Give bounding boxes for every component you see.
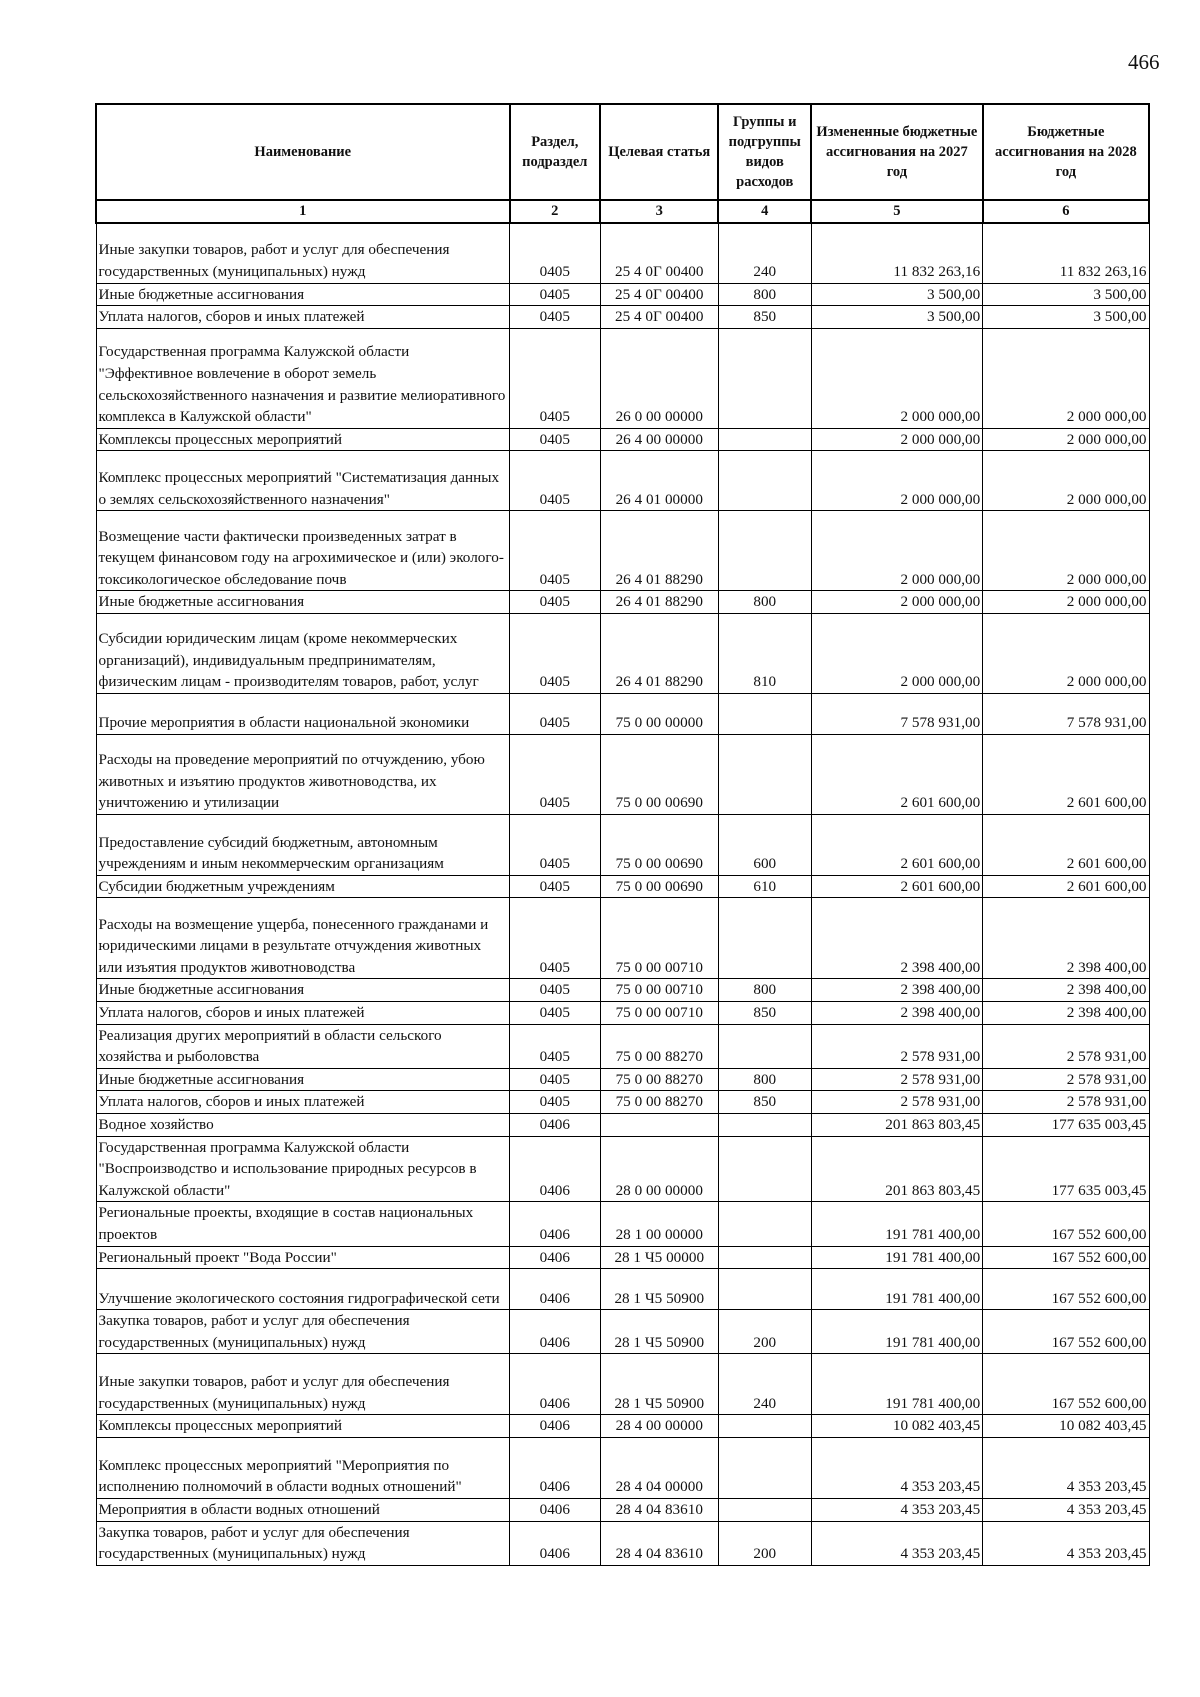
row-value-2028: 2 000 000,00 bbox=[983, 591, 1149, 614]
row-article: 25 4 0Г 00400 bbox=[600, 223, 718, 283]
row-article: 26 4 01 88290 bbox=[600, 591, 718, 614]
row-group bbox=[718, 1437, 811, 1498]
row-article: 75 0 00 00690 bbox=[600, 875, 718, 898]
row-value-2028: 177 635 003,45 bbox=[983, 1136, 1149, 1202]
table-row bbox=[96, 1437, 1149, 1498]
row-article: 25 4 0Г 00400 bbox=[600, 306, 718, 329]
row-group bbox=[718, 1114, 811, 1137]
row-group bbox=[718, 1024, 811, 1068]
row-value-2027: 4 353 203,45 bbox=[811, 1521, 983, 1565]
table-row bbox=[96, 613, 1149, 693]
header-name: Наименование bbox=[96, 104, 510, 200]
row-article: 28 1 Ч5 00000 bbox=[600, 1246, 718, 1269]
row-article: 28 1 Ч5 50900 bbox=[600, 1310, 718, 1354]
row-name: Прочие мероприятия в области национальной экономики bbox=[96, 693, 510, 734]
row-name: Комплекс процессных мероприятий "Мероприятия по исполнению полномочий в области водных отношений" bbox=[96, 1437, 510, 1498]
table-row bbox=[96, 591, 1149, 614]
row-value-2027: 191 781 400,00 bbox=[811, 1269, 983, 1310]
row-article: 26 4 00 00000 bbox=[600, 428, 718, 451]
row-group bbox=[718, 734, 811, 814]
row-value-2028: 2 398 400,00 bbox=[983, 1002, 1149, 1025]
header-group: Группы и подгруппы видов расходов bbox=[718, 104, 811, 200]
row-article: 26 4 01 00000 bbox=[600, 451, 718, 511]
header-section: Раздел, подраздел bbox=[510, 104, 601, 200]
column-number: 3 bbox=[600, 200, 718, 223]
row-group bbox=[718, 898, 811, 979]
row-article: 26 4 01 88290 bbox=[600, 511, 718, 591]
row-value-2027: 2 601 600,00 bbox=[811, 875, 983, 898]
row-name: Уплата налогов, сборов и иных платежей bbox=[96, 1091, 510, 1114]
row-value-2028: 177 635 003,45 bbox=[983, 1114, 1149, 1137]
row-name: Улучшение экологического состояния гидрографической сети bbox=[96, 1269, 510, 1310]
row-name: Закупка товаров, работ и услуг для обеспечения государственных (муниципальных) нужд bbox=[96, 1310, 510, 1354]
row-section: 0406 bbox=[510, 1437, 601, 1498]
row-section: 0405 bbox=[510, 283, 601, 306]
row-article: 28 1 Ч5 50900 bbox=[600, 1354, 718, 1415]
row-group: 610 bbox=[718, 875, 811, 898]
row-name: Возмещение части фактически произведенных затрат в текущем финансовом году на агрохимическое и (или) эколого-токсикологическое обследование почв bbox=[96, 511, 510, 591]
row-value-2028: 3 500,00 bbox=[983, 283, 1149, 306]
row-group: 800 bbox=[718, 1068, 811, 1091]
row-section: 0405 bbox=[510, 223, 601, 283]
row-section: 0406 bbox=[510, 1521, 601, 1565]
row-name: Расходы на проведение мероприятий по отчуждению, убою животных и изъятию продуктов животноводства, их уничтожению и утилизации bbox=[96, 734, 510, 814]
row-value-2027: 191 781 400,00 bbox=[811, 1202, 983, 1246]
header-2028: Бюджетные ассигнования на 2028 год bbox=[983, 104, 1149, 200]
row-name: Уплата налогов, сборов и иных платежей bbox=[96, 306, 510, 329]
row-group bbox=[718, 328, 811, 428]
row-value-2027: 2 578 931,00 bbox=[811, 1068, 983, 1091]
row-section: 0405 bbox=[510, 1068, 601, 1091]
row-group bbox=[718, 451, 811, 511]
row-name: Предоставление субсидий бюджетным, автономным учреждениям и иным некоммерческим организациям bbox=[96, 814, 510, 875]
row-section: 0405 bbox=[510, 734, 601, 814]
table-row bbox=[96, 734, 1149, 814]
row-value-2028: 11 832 263,16 bbox=[983, 223, 1149, 283]
row-group bbox=[718, 693, 811, 734]
row-value-2028: 2 398 400,00 bbox=[983, 898, 1149, 979]
row-name: Комплекс процессных мероприятий "Систематизация данных о землях сельскохозяйственного назначения" bbox=[96, 451, 510, 511]
row-value-2028: 7 578 931,00 bbox=[983, 693, 1149, 734]
row-section: 0406 bbox=[510, 1202, 601, 1246]
row-value-2028: 2 578 931,00 bbox=[983, 1091, 1149, 1114]
row-article: 75 0 00 88270 bbox=[600, 1068, 718, 1091]
row-value-2028: 167 552 600,00 bbox=[983, 1246, 1149, 1269]
row-article: 28 1 Ч5 50900 bbox=[600, 1269, 718, 1310]
row-article bbox=[600, 1114, 718, 1137]
row-section: 0406 bbox=[510, 1310, 601, 1354]
row-name: Комплексы процессных мероприятий bbox=[96, 428, 510, 451]
row-group bbox=[718, 428, 811, 451]
table-row bbox=[96, 1202, 1149, 1246]
row-value-2028: 2 601 600,00 bbox=[983, 814, 1149, 875]
row-article: 26 4 01 88290 bbox=[600, 613, 718, 693]
row-article: 28 4 04 83610 bbox=[600, 1498, 718, 1521]
row-value-2028: 2 000 000,00 bbox=[983, 428, 1149, 451]
column-number: 4 bbox=[718, 200, 811, 223]
column-number: 2 bbox=[510, 200, 601, 223]
row-section: 0405 bbox=[510, 451, 601, 511]
row-group bbox=[718, 1415, 811, 1438]
row-name: Государственная программа Калужской области "Воспроизводство и использование природных ресурсов в Калужской области" bbox=[96, 1136, 510, 1202]
row-value-2027: 3 500,00 bbox=[811, 283, 983, 306]
row-article: 28 1 00 00000 bbox=[600, 1202, 718, 1246]
row-value-2027: 191 781 400,00 bbox=[811, 1246, 983, 1269]
row-value-2028: 2 578 931,00 bbox=[983, 1068, 1149, 1091]
table-row bbox=[96, 511, 1149, 591]
row-value-2027: 2 000 000,00 bbox=[811, 591, 983, 614]
row-section: 0405 bbox=[510, 693, 601, 734]
row-section: 0405 bbox=[510, 428, 601, 451]
header-2027: Измененные бюджетные ассигнования на 2027 год bbox=[811, 104, 983, 200]
row-article: 26 0 00 00000 bbox=[600, 328, 718, 428]
row-article: 75 0 00 00710 bbox=[600, 979, 718, 1002]
row-name: Мероприятия в области водных отношений bbox=[96, 1498, 510, 1521]
row-group: 800 bbox=[718, 979, 811, 1002]
column-number: 5 bbox=[811, 200, 983, 223]
row-group: 240 bbox=[718, 223, 811, 283]
row-value-2027: 2 601 600,00 bbox=[811, 734, 983, 814]
table-row bbox=[96, 1246, 1149, 1269]
table-row bbox=[96, 1415, 1149, 1438]
table-row bbox=[96, 451, 1149, 511]
row-group: 200 bbox=[718, 1310, 811, 1354]
row-section: 0406 bbox=[510, 1415, 601, 1438]
row-group: 850 bbox=[718, 1091, 811, 1114]
table-row bbox=[96, 1136, 1149, 1202]
row-article: 28 4 04 00000 bbox=[600, 1437, 718, 1498]
row-value-2027: 11 832 263,16 bbox=[811, 223, 983, 283]
row-section: 0406 bbox=[510, 1498, 601, 1521]
row-value-2027: 201 863 803,45 bbox=[811, 1136, 983, 1202]
row-section: 0405 bbox=[510, 328, 601, 428]
table-row bbox=[96, 1354, 1149, 1415]
table-row bbox=[96, 1310, 1149, 1354]
row-group: 800 bbox=[718, 283, 811, 306]
table-row bbox=[96, 328, 1149, 428]
page-number: 466 bbox=[1128, 50, 1160, 74]
row-value-2027: 2 000 000,00 bbox=[811, 451, 983, 511]
table-row bbox=[96, 1091, 1149, 1114]
row-value-2028: 2 000 000,00 bbox=[983, 511, 1149, 591]
row-name: Иные закупки товаров, работ и услуг для обеспечения государственных (муниципальных) нужд bbox=[96, 223, 510, 283]
row-section: 0406 bbox=[510, 1354, 601, 1415]
row-group: 810 bbox=[718, 613, 811, 693]
table-row bbox=[96, 1114, 1149, 1137]
row-value-2028: 2 601 600,00 bbox=[983, 875, 1149, 898]
table-row bbox=[96, 1002, 1149, 1025]
row-name: Иные бюджетные ассигнования bbox=[96, 979, 510, 1002]
row-value-2027: 2 398 400,00 bbox=[811, 979, 983, 1002]
table-row bbox=[96, 283, 1149, 306]
table-row bbox=[96, 223, 1149, 283]
row-value-2028: 2 000 000,00 bbox=[983, 613, 1149, 693]
row-value-2027: 2 000 000,00 bbox=[811, 511, 983, 591]
row-value-2028: 167 552 600,00 bbox=[983, 1354, 1149, 1415]
row-value-2028: 167 552 600,00 bbox=[983, 1310, 1149, 1354]
row-section: 0406 bbox=[510, 1136, 601, 1202]
row-value-2028: 10 082 403,45 bbox=[983, 1415, 1149, 1438]
row-value-2027: 4 353 203,45 bbox=[811, 1498, 983, 1521]
row-name: Реализация других мероприятий в области сельского хозяйства и рыболовства bbox=[96, 1024, 510, 1068]
row-value-2027: 201 863 803,45 bbox=[811, 1114, 983, 1137]
row-name: Уплата налогов, сборов и иных платежей bbox=[96, 1002, 510, 1025]
row-name: Субсидии юридическим лицам (кроме некоммерческих организаций), индивидуальным предпринимателям, физическим лицам - производителям товаров, работ, услуг bbox=[96, 613, 510, 693]
row-section: 0405 bbox=[510, 898, 601, 979]
table-row bbox=[96, 814, 1149, 875]
table-row bbox=[96, 1498, 1149, 1521]
row-value-2027: 10 082 403,45 bbox=[811, 1415, 983, 1438]
row-section: 0406 bbox=[510, 1114, 601, 1137]
column-number: 1 bbox=[96, 200, 510, 223]
row-section: 0405 bbox=[510, 875, 601, 898]
row-value-2028: 2 398 400,00 bbox=[983, 979, 1149, 1002]
row-group bbox=[718, 1202, 811, 1246]
row-value-2028: 167 552 600,00 bbox=[983, 1269, 1149, 1310]
row-article: 75 0 00 00710 bbox=[600, 1002, 718, 1025]
row-section: 0405 bbox=[510, 1024, 601, 1068]
row-name: Расходы на возмещение ущерба, понесенного гражданами и юридическими лицами в результате отчуждения животных или изъятия продуктов животноводства bbox=[96, 898, 510, 979]
row-value-2028: 4 353 203,45 bbox=[983, 1437, 1149, 1498]
row-article: 28 0 00 00000 bbox=[600, 1136, 718, 1202]
row-section: 0405 bbox=[510, 306, 601, 329]
table-row bbox=[96, 979, 1149, 1002]
table-row bbox=[96, 1068, 1149, 1091]
row-name: Иные закупки товаров, работ и услуг для обеспечения государственных (муниципальных) нужд bbox=[96, 1354, 510, 1415]
row-section: 0405 bbox=[510, 979, 601, 1002]
row-section: 0405 bbox=[510, 613, 601, 693]
row-value-2028: 2 000 000,00 bbox=[983, 451, 1149, 511]
row-value-2028: 4 353 203,45 bbox=[983, 1498, 1149, 1521]
row-group bbox=[718, 1269, 811, 1310]
row-section: 0406 bbox=[510, 1269, 601, 1310]
row-article: 75 0 00 88270 bbox=[600, 1091, 718, 1114]
column-number: 6 bbox=[983, 200, 1149, 223]
row-value-2027: 2 601 600,00 bbox=[811, 814, 983, 875]
row-name: Региональные проекты, входящие в состав национальных проектов bbox=[96, 1202, 510, 1246]
row-name: Водное хозяйство bbox=[96, 1114, 510, 1137]
table-row bbox=[96, 898, 1149, 979]
table-row bbox=[96, 428, 1149, 451]
row-value-2027: 2 398 400,00 bbox=[811, 1002, 983, 1025]
row-value-2028: 2 000 000,00 bbox=[983, 328, 1149, 428]
row-value-2027: 2 578 931,00 bbox=[811, 1024, 983, 1068]
row-name: Комплексы процессных мероприятий bbox=[96, 1415, 510, 1438]
row-section: 0405 bbox=[510, 511, 601, 591]
row-value-2027: 2 000 000,00 bbox=[811, 428, 983, 451]
row-value-2027: 2 000 000,00 bbox=[811, 328, 983, 428]
row-section: 0406 bbox=[510, 1246, 601, 1269]
row-article: 75 0 00 00690 bbox=[600, 734, 718, 814]
row-value-2028: 2 601 600,00 bbox=[983, 734, 1149, 814]
table-row bbox=[96, 693, 1149, 734]
row-name: Региональный проект "Вода России" bbox=[96, 1246, 510, 1269]
row-article: 75 0 00 00690 bbox=[600, 814, 718, 875]
row-group bbox=[718, 1246, 811, 1269]
row-article: 75 0 00 00000 bbox=[600, 693, 718, 734]
row-group: 850 bbox=[718, 1002, 811, 1025]
row-value-2028: 3 500,00 bbox=[983, 306, 1149, 329]
row-group: 600 bbox=[718, 814, 811, 875]
row-value-2028: 167 552 600,00 bbox=[983, 1202, 1149, 1246]
row-group bbox=[718, 1136, 811, 1202]
row-name: Иные бюджетные ассигнования bbox=[96, 283, 510, 306]
row-value-2027: 2 578 931,00 bbox=[811, 1091, 983, 1114]
row-name: Государственная программа Калужской области "Эффективное вовлечение в оборот земель сельскохозяйственного назначения и развитие мелиоративного комплекса в Калужской области" bbox=[96, 328, 510, 428]
row-name: Субсидии бюджетным учреждениям bbox=[96, 875, 510, 898]
row-article: 25 4 0Г 00400 bbox=[600, 283, 718, 306]
header-article: Целевая статья bbox=[600, 104, 718, 200]
row-name: Иные бюджетные ассигнования bbox=[96, 1068, 510, 1091]
table-body bbox=[96, 223, 1149, 1565]
budget-table bbox=[95, 103, 1150, 1566]
row-value-2027: 2 000 000,00 bbox=[811, 613, 983, 693]
table-row bbox=[96, 306, 1149, 329]
row-article: 75 0 00 88270 bbox=[600, 1024, 718, 1068]
row-value-2027: 7 578 931,00 bbox=[811, 693, 983, 734]
row-value-2027: 2 398 400,00 bbox=[811, 898, 983, 979]
row-value-2027: 191 781 400,00 bbox=[811, 1354, 983, 1415]
row-group bbox=[718, 1498, 811, 1521]
row-value-2027: 191 781 400,00 bbox=[811, 1310, 983, 1354]
table-row bbox=[96, 1269, 1149, 1310]
row-group: 800 bbox=[718, 591, 811, 614]
row-group: 200 bbox=[718, 1521, 811, 1565]
row-name: Иные бюджетные ассигнования bbox=[96, 591, 510, 614]
row-value-2028: 4 353 203,45 bbox=[983, 1521, 1149, 1565]
row-value-2027: 3 500,00 bbox=[811, 306, 983, 329]
row-group bbox=[718, 511, 811, 591]
table-row bbox=[96, 875, 1149, 898]
row-article: 28 4 04 83610 bbox=[600, 1521, 718, 1565]
row-name: Закупка товаров, работ и услуг для обеспечения государственных (муниципальных) нужд bbox=[96, 1521, 510, 1565]
row-section: 0405 bbox=[510, 814, 601, 875]
row-group: 850 bbox=[718, 306, 811, 329]
row-section: 0405 bbox=[510, 1091, 601, 1114]
table-row bbox=[96, 1024, 1149, 1068]
row-section: 0405 bbox=[510, 1002, 601, 1025]
row-section: 0405 bbox=[510, 591, 601, 614]
row-article: 75 0 00 00710 bbox=[600, 898, 718, 979]
table-row bbox=[96, 1521, 1149, 1565]
row-group: 240 bbox=[718, 1354, 811, 1415]
row-value-2027: 4 353 203,45 bbox=[811, 1437, 983, 1498]
row-value-2028: 2 578 931,00 bbox=[983, 1024, 1149, 1068]
row-article: 28 4 00 00000 bbox=[600, 1415, 718, 1438]
